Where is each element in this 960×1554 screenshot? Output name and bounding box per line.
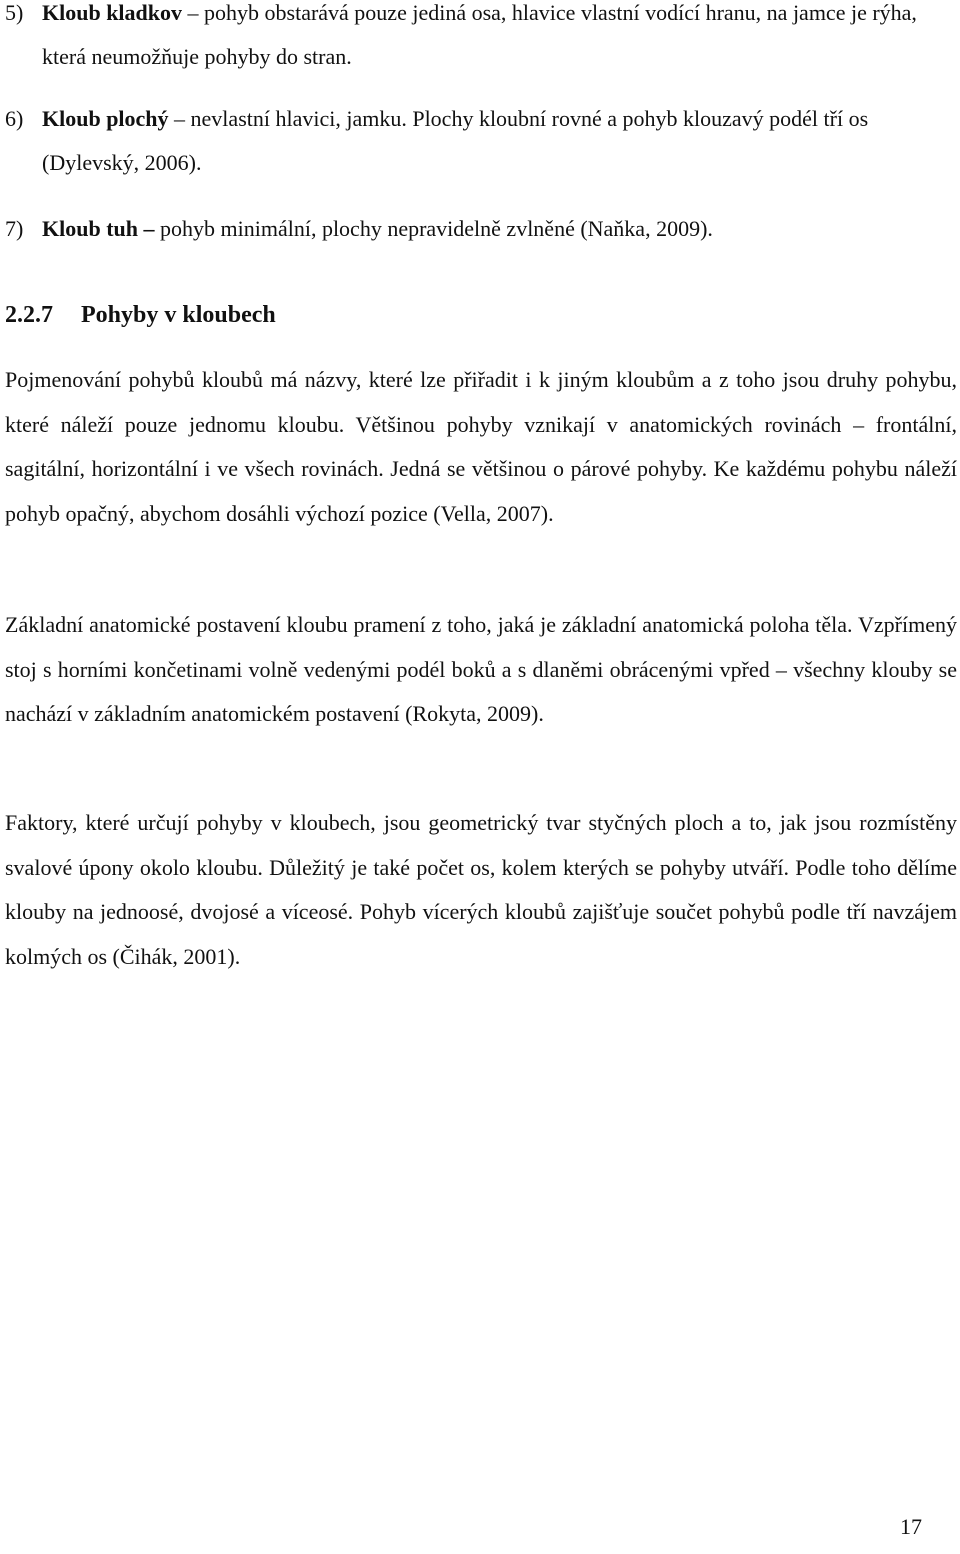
list-item-7 <box>5 207 925 251</box>
paragraph-2: Základní anatomické postavení kloubu pramení z toho, jaká je základní anatomická poloha těla. Vzpřímený stoj s horními končetinami volně vedenými podél boků a s dlaněmi obrácenými vpřed – všechny klouby se nachází v základním anatomickém postavení (Rokyta, 2009). <box>5 612 957 726</box>
list-item-text: – pohyb obstarává pouze jediná osa, hlavice vlastní vodící hranu, na jamce je rýha, která neumožňuje pohyby do stran. <box>42 0 917 69</box>
list-item-term: Kloub tuh – <box>42 216 155 241</box>
list-item-body <box>42 207 925 251</box>
list-item-5 <box>5 0 925 79</box>
list-item-number: 7) <box>5 216 24 241</box>
list-item-number: 5) <box>5 0 24 25</box>
list-item-6 <box>5 97 925 185</box>
list-item-term: Kloub plochý <box>42 106 169 131</box>
section-heading <box>5 293 276 337</box>
list-item-body <box>42 0 925 79</box>
list-item-body <box>42 97 925 185</box>
list-item-term: Kloub kladkov <box>42 0 183 25</box>
section-title: Pohyby v kloubech <box>81 302 276 328</box>
section-number: 2.2.7 <box>5 302 53 328</box>
paragraph-1: Pojmenování pohybů kloubů má názvy, které lze přiřadit i k jiným kloubům a z toho jsou druhy pohybu, které náleží pouze jednomu kloubu. Většinou pohyby vznikají v anatomických rovinách – frontální, sagitální, horizontální i ve všech rovinách. Jedná se většinou o párové pohyby. Ke každému pohybu náleží pohyb opačný, abychom dosáhli výchozí pozice (Vella, 2007). <box>5 367 957 526</box>
list-item-text: – nevlastní hlavici, jamku. Plochy kloubní rovné a pohyb klouzavý podél tří os (Dylevský, 2006). <box>42 106 869 175</box>
page-number: 17 <box>900 1514 922 1539</box>
list-item-text: pohyb minimální, plochy nepravidelně zvlněné (Naňka, 2009). <box>154 216 713 241</box>
paragraph-3: Faktory, které určují pohyby v kloubech, jsou geometrický tvar styčných ploch a to, jak jsou rozmístěny svalové úpony okolo kloubu. Důležitý je také počet os, kolem kterých se pohyby utváří. Podle toho dělíme klouby na jednoosé, dvojosé a víceosé. Pohyb vícerých kloubů zajišťuje součet pohybů podle tří navzájem kolmých os (Čihák, 2001). <box>5 810 957 969</box>
list-item-number: 6) <box>5 106 24 131</box>
